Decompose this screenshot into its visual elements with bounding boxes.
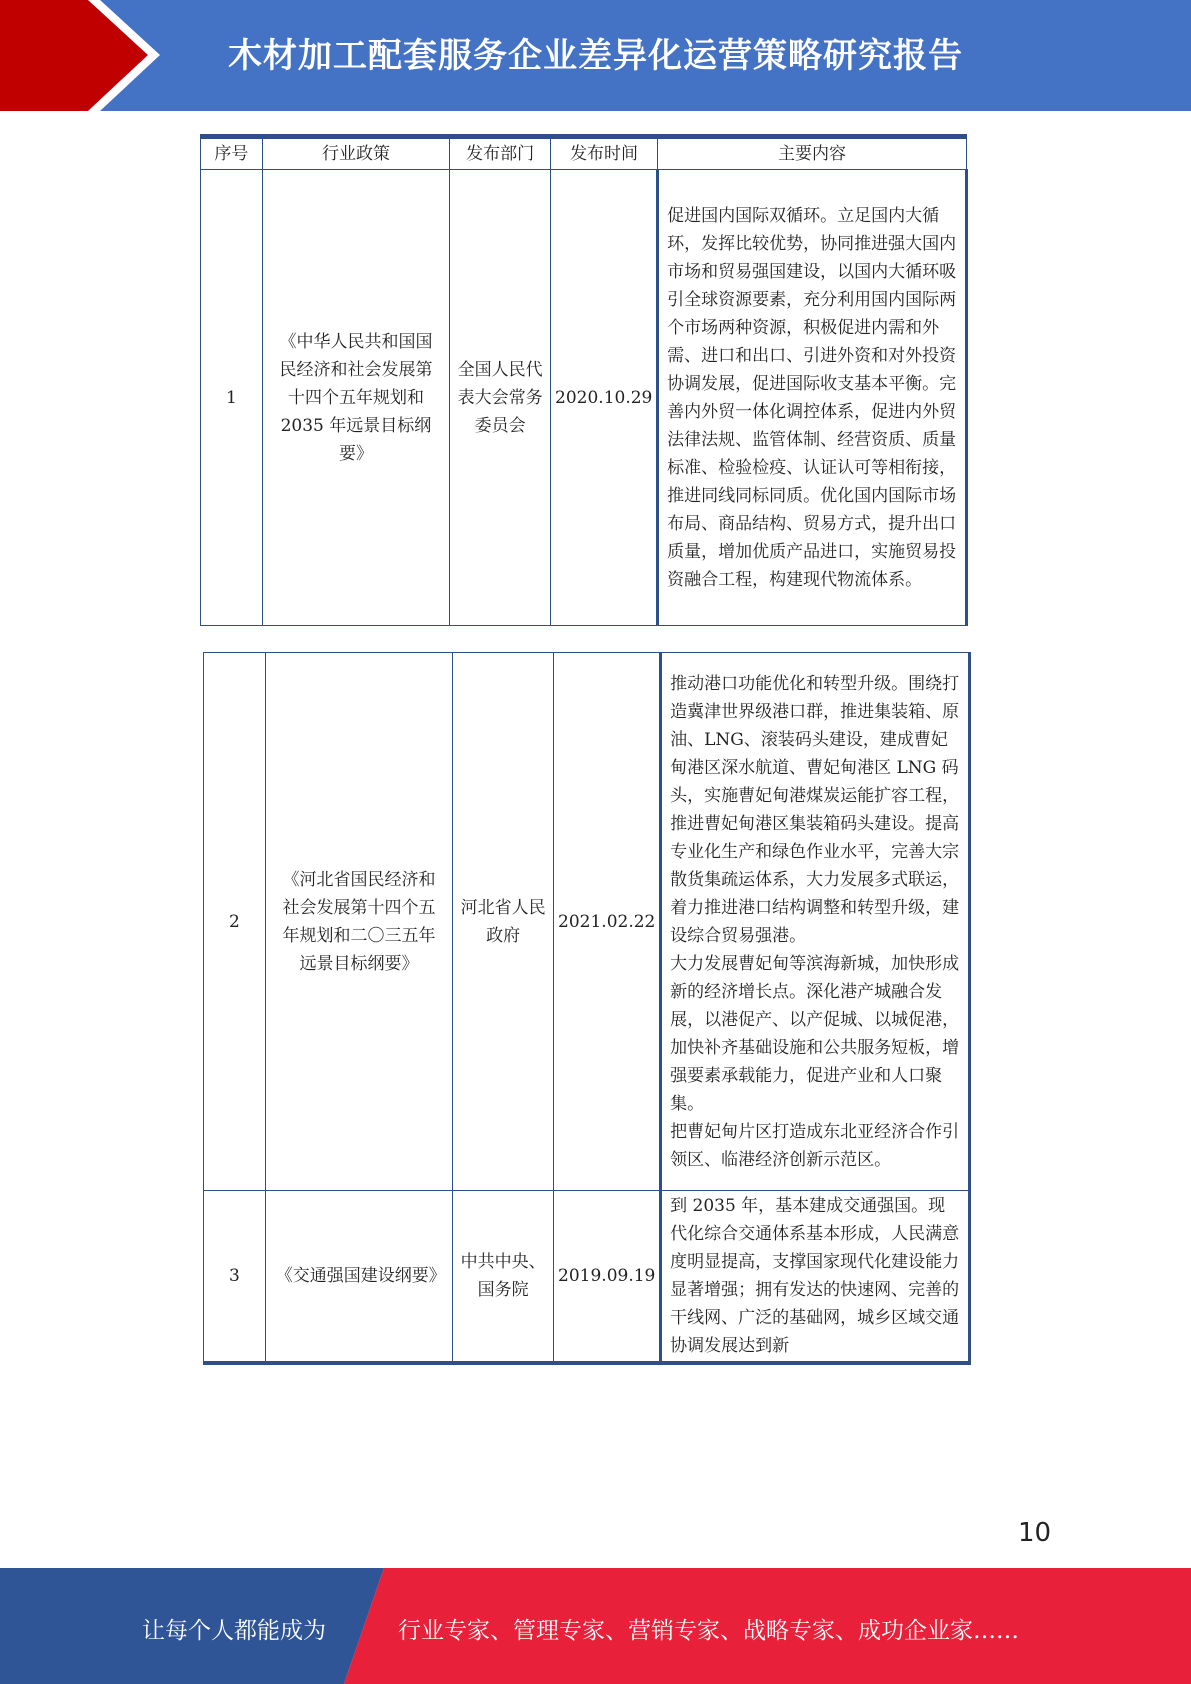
table-row (204, 653, 970, 1191)
column-header-no: 序号 (201, 137, 263, 170)
main-content (661, 653, 970, 1191)
policy-name: 《河北省国民经济和社会发展第十四个五年规划和二〇三五年远景目标纲要》 (265, 653, 452, 1191)
page-header (0, 0, 1191, 111)
table-row (204, 1191, 970, 1363)
issuing-department: 河北省人民政府 (453, 653, 554, 1191)
table-header-row (201, 137, 967, 170)
footer-slogan-left: 让每个人都能成为 (142, 1618, 326, 1644)
content-paragraph: 把曹妃甸片区打造成东北亚经济合作引领区、临港经济创新示范区。 (670, 1121, 960, 1170)
content-paragraph: 推动港口功能优化和转型升级。围绕打造冀津世界级港口群，推进集装箱、原油、LNG、滚装码头建设，建成曹妃甸港区深水航道、曹妃甸港区 LNG 码头，实施曹妃甸港煤炭运能扩容工程，推进曹妃甸港区集装箱码头建设。提高专业化生产和绿色作业水平，完善大宗散货集疏运体系，大力发展多式联运，着力推进港口结构调整和转型升级，建设综合贸易强港。 (670, 673, 960, 946)
release-date: 2021.02.22 (554, 653, 661, 1191)
column-header-dept: 发布部门 (450, 137, 551, 170)
row-number: 1 (201, 170, 263, 626)
content-paragraph: 大力发展曹妃甸等滨海新城，加快形成新的经济增长点。深化港产城融合发展，以港促产、以产促城、以城促港，加快补齐基础设施和公共服务短板，增强要素承载能力，促进产业和人口聚集。 (670, 953, 960, 1114)
release-date: 2019.09.19 (554, 1191, 661, 1363)
policy-table-part-2 (203, 652, 971, 1365)
policy-name: 《交通强国建设纲要》 (265, 1191, 452, 1363)
issuing-department: 全国人民代表大会常务委员会 (450, 170, 551, 626)
table-row (201, 170, 967, 626)
column-header-date: 发布时间 (551, 137, 658, 170)
row-number: 2 (204, 653, 266, 1191)
column-header-content: 主要内容 (658, 137, 967, 170)
page-footer (0, 1568, 1191, 1684)
policy-table-part-1 (200, 134, 968, 626)
content-paragraph: 到 2035 年，基本建成交通强国。现代化综合交通体系基本形成，人民满意度明显提高，支撑国家现代化建设能力显著增强；拥有发达的快速网、完善的干线网、广泛的基础网，城乡区域交通协调发展达到新 (670, 1195, 960, 1356)
footer-slogan-right: 行业专家、管理专家、营销专家、战略专家、成功企业家…… (398, 1618, 1019, 1644)
issuing-department: 中共中央、国务院 (453, 1191, 554, 1363)
main-content (658, 170, 967, 626)
release-date: 2020.10.29 (551, 170, 658, 626)
row-number: 3 (204, 1191, 266, 1363)
content-paragraph: 促进国内国际双循环。立足国内大循环，发挥比较优势，协同推进强大国内市场和贸易强国建设，以国内大循环吸引全球资源要素，充分利用国内国际两个市场两种资源，积极促进内需和外需、进口和出口、引进外资和对外投资协调发展，促进国际收支基本平衡。完善内外贸一体化调控体系，促进内外贸法律法规、监管体制、经营资质、质量标准、检验检疫、认证认可等相衔接，推进同线同标同质。优化国内国际市场布局、商品结构、贸易方式，提升出口质量，增加优质产品进口，实施贸易投资融合工程，构建现代物流体系。 (667, 205, 957, 590)
policy-name: 《中华人民共和国国民经济和社会发展第十四个五年规划和 2035 年远景目标纲要》 (262, 170, 449, 626)
report-title: 木材加工配套服务企业差异化运营策略研究报告 (228, 36, 963, 76)
main-content (661, 1191, 970, 1363)
column-header-policy: 行业政策 (262, 137, 449, 170)
page-number: 10 (1018, 1518, 1052, 1548)
